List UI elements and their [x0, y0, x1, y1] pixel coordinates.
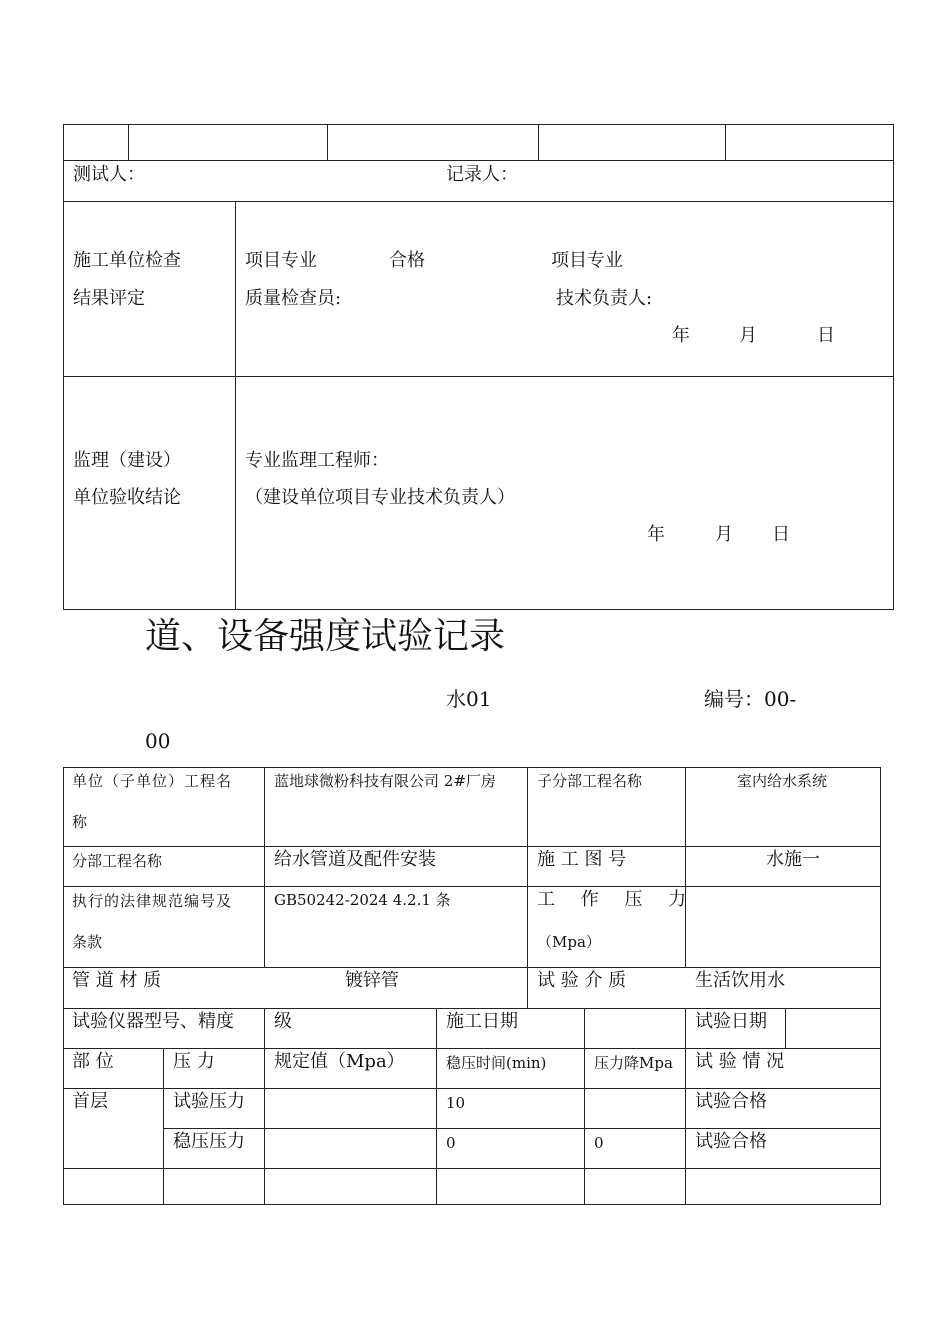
- rule: [893, 124, 894, 610]
- rule: [63, 160, 894, 161]
- rule: [63, 124, 64, 610]
- rule: [163, 1128, 881, 1129]
- rule: [785, 1008, 786, 1048]
- rule: [264, 1048, 265, 1205]
- rule: [436, 1048, 437, 1205]
- rule: [685, 1008, 686, 1048]
- pressure-drop-value: 0: [594, 1134, 604, 1152]
- test-medium-label: 试 验 介 质: [537, 970, 627, 991]
- rule: [264, 1008, 265, 1048]
- construction-check-label-2: 结果评定: [73, 288, 145, 309]
- instrument-label: 试验仪器型号、精度: [72, 1011, 234, 1032]
- stable-pressure-label: 稳压压力: [173, 1131, 245, 1152]
- rule: [584, 1048, 585, 1205]
- rule: [63, 1204, 881, 1205]
- hold-time-value: 0: [446, 1134, 456, 1152]
- col-hold-time: 稳压时间(min): [446, 1054, 547, 1072]
- floor-cell: 首层: [72, 1091, 108, 1112]
- col-specified-value: 规定值（Mpa）: [274, 1051, 405, 1072]
- rule: [63, 376, 894, 377]
- project-specialty: 项目专业: [245, 250, 317, 271]
- unit-project-value: 蓝地球微粉科技有限公司 2#厂房: [274, 772, 496, 790]
- construction-check-label: 施工单位检查: [73, 250, 181, 271]
- accuracy-grade-label: 级: [274, 1011, 292, 1032]
- test-pressure-label: 试验压力: [173, 1091, 245, 1112]
- quality-inspector-label: 质量检查员:: [245, 288, 342, 309]
- rule: [63, 1048, 881, 1049]
- day-label: 日: [817, 325, 835, 346]
- supervising-engineer-label: 专业监理工程师：: [245, 450, 389, 471]
- form-number-continued: 00: [145, 729, 171, 753]
- rule: [63, 1168, 881, 1169]
- hold-time-value: 10: [446, 1094, 466, 1112]
- sub-division-value: 室内给水系统: [737, 772, 828, 790]
- rule: [63, 1088, 881, 1089]
- pipe-material-value: 镀锌管: [345, 970, 399, 991]
- sub-division-label: 子分部工程名称: [537, 772, 643, 790]
- builder-tech-lead-label: （建设单位项目专业技术负责人）: [245, 487, 515, 508]
- col-location: 部 位: [72, 1051, 114, 1072]
- division-label: 分部工程名称: [72, 852, 163, 870]
- rule: [63, 201, 894, 202]
- day-label: 日: [772, 524, 790, 545]
- month-label: 月: [739, 325, 757, 346]
- tester-label: 测试人：: [73, 164, 145, 185]
- rule: [63, 124, 894, 125]
- rule: [235, 201, 236, 610]
- rule: [63, 846, 881, 847]
- drawing-number-label: 施 工 图 号: [537, 849, 627, 870]
- division-value: 给水管道及配件安装: [274, 849, 436, 870]
- rule: [63, 609, 894, 610]
- rule: [264, 767, 265, 968]
- rule: [63, 967, 881, 968]
- work-pressure-unit: （Mpa）: [537, 933, 601, 951]
- standard-label: 执行的法律规范编号及: [72, 892, 233, 910]
- col-pressure: 压 力: [173, 1051, 215, 1072]
- rule: [63, 767, 881, 768]
- rule: [63, 767, 64, 1205]
- supervision-label: 监理（建设）: [73, 450, 181, 471]
- test-medium-value: 生活饮用水: [695, 970, 785, 991]
- rule: [538, 124, 539, 161]
- drawing-number-value: 水施一: [766, 849, 820, 870]
- unit-project-label-2: 称: [72, 813, 88, 831]
- tech-lead-label: 技术负责人:: [556, 288, 653, 309]
- page-title: 道、设备强度试验记录: [145, 616, 506, 657]
- standard-value: GB50242-2024 4.2.1 条: [274, 891, 451, 909]
- supervision-label-2: 单位验收结论: [73, 487, 181, 508]
- rule: [685, 1048, 686, 1205]
- rule: [527, 767, 528, 1008]
- test-status-value: 试验合格: [695, 1091, 767, 1112]
- recorder-label: 记录人：: [446, 164, 518, 185]
- form-number: 编号：00-: [704, 687, 797, 711]
- pipe-material-label: 管 道 材 质: [72, 970, 162, 991]
- rule: [63, 1008, 881, 1009]
- rule: [163, 1048, 164, 1205]
- unit-project-label: 单位（子单位）工程名: [72, 772, 233, 790]
- form-code: 水01: [446, 687, 492, 711]
- rule: [880, 767, 881, 1205]
- rule: [725, 124, 726, 161]
- rule: [128, 124, 129, 161]
- rule: [63, 886, 881, 887]
- month-label: 月: [715, 524, 733, 545]
- year-label: 年: [647, 524, 665, 545]
- rule: [584, 1008, 585, 1048]
- rule: [436, 1008, 437, 1048]
- col-test-status: 试 验 情 况: [695, 1051, 785, 1072]
- rule: [685, 767, 686, 968]
- project-specialty-2: 项目专业: [551, 250, 623, 271]
- standard-label-2: 条款: [72, 933, 103, 951]
- work-pressure-label: 工 作 压 力: [537, 889, 697, 910]
- construction-date-label: 施工日期: [446, 1011, 518, 1032]
- year-label: 年: [672, 325, 690, 346]
- test-status-value: 试验合格: [695, 1131, 767, 1152]
- qualified-text: 合格: [389, 250, 425, 271]
- rule: [327, 124, 328, 161]
- col-pressure-drop: 压力降Mpa: [594, 1054, 673, 1072]
- test-date-label: 试验日期: [695, 1011, 767, 1032]
